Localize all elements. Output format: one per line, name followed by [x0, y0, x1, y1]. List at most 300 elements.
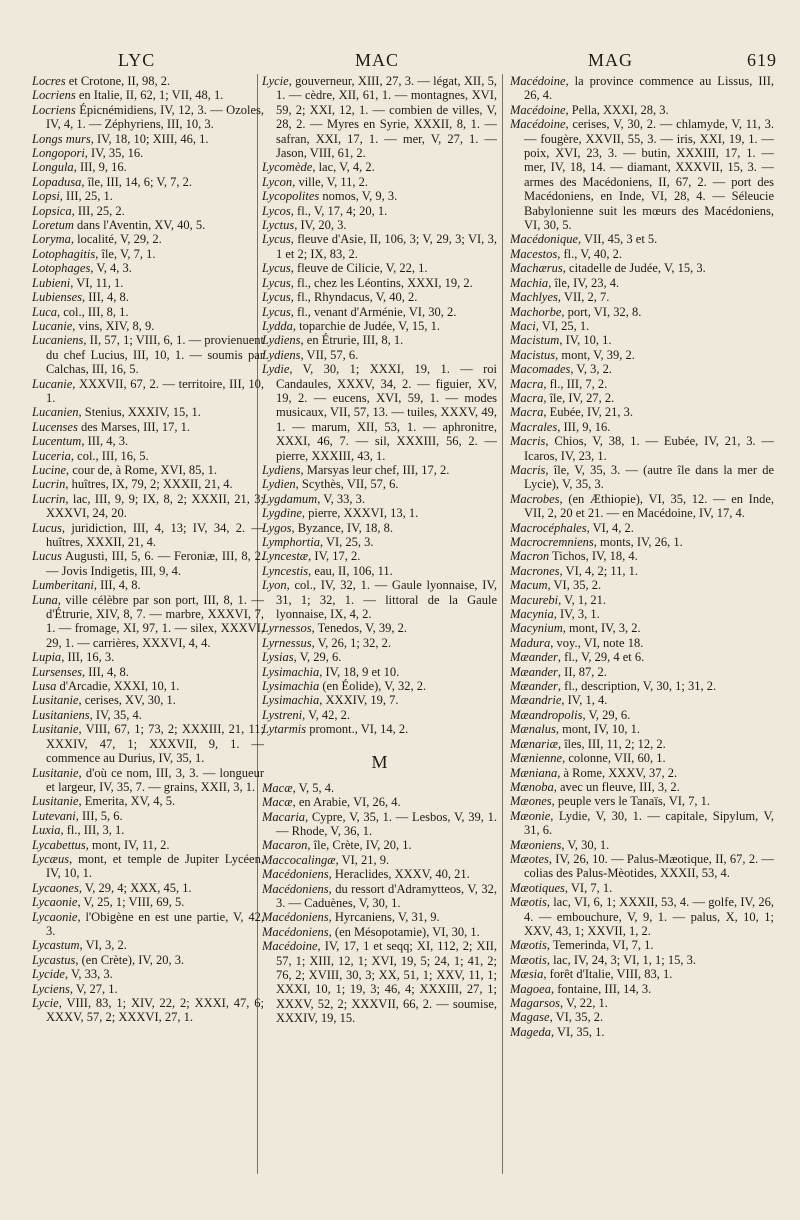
entry-references: , VII, 2, 7.: [557, 290, 610, 305]
index-entry: [510, 838, 774, 852]
entry-references: , avec un fleuve, III, 3, 2.: [553, 779, 680, 794]
entry-references: , III, 4, 8.: [82, 664, 129, 679]
index-entry: [262, 305, 497, 319]
header-center-guide: MAC: [355, 50, 400, 70]
entry-headword: Mænoba: [510, 779, 554, 794]
entry-headword: Macestos: [510, 246, 558, 261]
index-entry: [262, 549, 497, 563]
entry-headword: Macurebi: [510, 592, 559, 607]
index-entry: [32, 434, 264, 448]
entry-references: , fl., description, V, 30, 1; 31, 2.: [557, 679, 717, 694]
entry-references: , ville célèbre par son port, III, 8, 1. — d'Étrurie, XIV, 8, 7. — marbre, XXXVI, 7, 1. — fromage, XI, 97, 1. — silex, XXXVI, 29, 1. — carrières, XXXVI, 4, 4.: [46, 592, 264, 650]
entry-headword: Mageda: [510, 1024, 551, 1039]
index-entry: [32, 953, 264, 967]
entry-references: , (en Mésopotamie), VI, 30, 1.: [328, 924, 480, 939]
entry-references: , VI, 35, 1.: [550, 1024, 605, 1039]
entry-references: , lac, V, 4, 2.: [312, 160, 375, 175]
entry-references: , col., III, 16, 5.: [70, 448, 149, 463]
entry-headword: Machorbe: [510, 304, 562, 319]
entry-references: , mont, et temple de Jupiter Lycéen, IV, 10, 1.: [46, 851, 264, 881]
index-entry: [32, 679, 264, 693]
entry-headword: Lydiens: [262, 462, 301, 477]
entry-references: , voy., VI, note 18.: [550, 635, 644, 650]
entry-headword: Magoea: [510, 981, 551, 996]
entry-references: , la province commence au Lissus, III, 26, 4.: [524, 74, 774, 103]
entry-headword: Macaron: [262, 838, 308, 853]
entry-headword: Lucus: [32, 549, 62, 564]
index-entry: [262, 939, 497, 1025]
entry-references: , V, 25, 1; VIII, 69, 5.: [77, 895, 185, 910]
entry-references: des Marses, III, 17, 1.: [77, 419, 190, 434]
entry-headword: Loryma: [32, 232, 71, 247]
index-entry: [510, 938, 774, 952]
entry-references: , VI, 4, 2.: [586, 520, 634, 535]
entry-headword: Longs murs: [32, 131, 91, 146]
entry-headword: Lyncestis: [262, 563, 309, 578]
entry-headword: Magase: [510, 1010, 550, 1025]
index-entry: [510, 621, 774, 635]
entry-headword: Macris: [510, 462, 546, 477]
index-entry: [32, 650, 264, 664]
index-entry: [262, 218, 497, 232]
entry-headword: Mæones: [510, 794, 552, 809]
entry-headword: Luna: [32, 592, 58, 607]
entry-headword: Lygos: [262, 520, 292, 535]
entry-headword: Lucus: [32, 520, 62, 535]
entry-headword: Mæniana: [510, 765, 558, 780]
index-entry: [32, 276, 264, 290]
entry-headword: Lucenses: [32, 419, 78, 434]
index-entry: [510, 650, 774, 664]
entry-headword: Macédoine: [510, 102, 566, 117]
entry-headword: Macrones: [510, 563, 560, 578]
entry-references: , XXXIV, 19, 7.: [319, 693, 399, 708]
index-entry: [262, 910, 497, 924]
index-entry: [32, 160, 264, 174]
entry-headword: Lycide: [32, 967, 65, 982]
entry-references: , pierre, XXXVI, 13, 1.: [301, 506, 419, 521]
index-entry: [32, 146, 264, 160]
entry-references: , V, 1, 21.: [558, 592, 606, 607]
index-entry: [32, 132, 264, 146]
entry-references: , III, 25, 2.: [71, 203, 125, 218]
entry-headword: Machlyes: [510, 290, 558, 305]
entry-references: , V, 5, 4.: [292, 780, 335, 795]
entry-references: , monts, IV, 26, 1.: [593, 535, 683, 549]
entry-references: , Stenius, XXXIV, 15, 1.: [78, 405, 201, 420]
index-entry: [510, 492, 774, 521]
entry-references: , (en Crète), IV, 20, 3.: [75, 952, 185, 967]
entry-headword: Macédoniens: [262, 867, 329, 882]
index-entry: [262, 232, 497, 261]
entry-list: [32, 74, 264, 1025]
index-entry: [32, 247, 264, 261]
entry-references: , à Rome, XXXV, 37, 2.: [557, 765, 678, 780]
entry-references: , lac, III, 9, 9; IX, 8, 2; XXXII, 21, 3; XXXVI, 24, 20.: [46, 491, 264, 521]
section-letter-heading: M: [371, 751, 388, 772]
index-entry: [262, 882, 497, 911]
index-entry: [510, 362, 774, 376]
entry-headword: Macomades: [510, 362, 571, 377]
entry-headword: Lucanien: [32, 405, 79, 420]
entry-headword: Lycopolites: [262, 189, 320, 204]
entry-headword: Lusa: [32, 679, 57, 694]
entry-references: , d'où ce nom, III, 3, 3. — longueur et largeur, IV, 35, 7. — grains, XXII, 3, 1.: [46, 765, 264, 794]
index-entry: [262, 636, 497, 650]
entry-headword: Mæandropolis: [510, 707, 583, 722]
entry-headword: Lycus: [262, 261, 291, 276]
entry-headword: Macédoine: [510, 74, 566, 88]
entry-headword: Locriens: [32, 88, 76, 103]
entry-references: , VI, 35, 2.: [547, 578, 602, 593]
index-entry: [262, 477, 497, 491]
index-entry: [262, 810, 497, 839]
index-entry: [32, 708, 264, 722]
entry-references: , Hyrcaniens, V, 31, 9.: [328, 910, 440, 925]
entry-references: , peuple vers le Tanaïs, VI, 7, 1.: [551, 794, 711, 809]
index-entry: [262, 665, 497, 679]
index-entry: [262, 290, 497, 304]
entry-headword: Lucrin: [32, 491, 66, 506]
entry-headword: Lydien: [262, 477, 296, 492]
entry-references: , île, V, 35, 3. — (autre île dans la mer de Lycie), V, 35, 3.: [524, 462, 774, 492]
entry-headword: Lubienses: [32, 290, 82, 305]
entry-references: d'Arcadie, XXXI, 10, 1.: [56, 679, 180, 694]
index-entry: [32, 809, 264, 823]
index-entry: [262, 160, 497, 174]
entry-headword: Longopori: [32, 146, 85, 161]
entry-references: en Italie, II, 62, 1; VII, 48, 1.: [75, 88, 224, 103]
entry-references: , ville, V, 11, 2.: [292, 174, 369, 189]
index-entry: [510, 377, 774, 391]
entry-references: , cerises, XV, 30, 1.: [78, 693, 176, 708]
index-entry: [32, 261, 264, 275]
entry-references: , fleuve d'Asie, II, 106, 3; V, 29, 3; VI, 3, 1 et 2; IX, 83, 2.: [276, 232, 497, 261]
entry-headword: Macédoine: [262, 939, 318, 954]
entry-references: , col., III, 8, 1.: [57, 304, 129, 319]
entry-references: , VIII, 83, 1; XIV, 22, 2; XXXI, 47, 6; XXXV, 57, 2; XXXVI, 27, 1.: [46, 996, 264, 1025]
entry-headword: Macistus: [510, 347, 556, 362]
entry-references: , V, 27, 1.: [69, 981, 118, 996]
index-entry: [32, 492, 264, 521]
entry-references: , V, 29, 6.: [293, 650, 342, 665]
index-entry: [32, 852, 264, 881]
index-entry: [32, 377, 264, 406]
entry-references: , forêt d'Italie, VIII, 83, 1.: [543, 967, 673, 982]
index-entry: [510, 578, 774, 592]
index-entry: [32, 405, 264, 419]
entry-headword: Lydda: [262, 318, 293, 333]
index-entry: [32, 420, 264, 434]
index-entry: [32, 449, 264, 463]
entry-references: , VIII, 67, 1; 73, 2; XXXIII, 21, 11; XXXIV, 47, 1; XXXVII, 9, 1. — commence au Durius, IV, 35, 1.: [46, 722, 264, 766]
entry-references: , Heraclides, XXXV, 40, 21.: [328, 867, 470, 882]
entry-references: , XXXVII, 67, 2. — territoire, III, 10, 1.: [46, 376, 264, 405]
entry-references: , Emerita, XV, 4, 5.: [78, 794, 176, 809]
column-divider: [502, 74, 503, 1174]
entry-headword: Lystreni: [262, 707, 303, 722]
entry-references: , III, 9, 16.: [73, 160, 127, 175]
entry-references: , huîtres, IX, 79, 2; XXXII, 21, 4.: [65, 477, 233, 492]
entry-references: , Scythès, VII, 57, 6.: [295, 477, 399, 492]
entry-references: , fl., Rhyndacus, V, 40, 2.: [290, 290, 418, 305]
entry-headword: Lyrnessos: [262, 621, 312, 636]
entry-headword: Macris: [510, 434, 546, 449]
entry-references: , III, 25, 1.: [59, 189, 113, 204]
index-entry: [262, 722, 497, 736]
entry-headword: Madura: [510, 635, 551, 650]
entry-headword: Lucentum: [32, 434, 82, 449]
entry-headword: Lutevani: [32, 808, 76, 823]
index-entry: [262, 650, 497, 664]
index-entry: [510, 665, 774, 679]
index-entry: [510, 693, 774, 707]
entry-references: (en Éolide), V, 32, 2.: [319, 679, 427, 694]
entry-headword: Luca: [32, 304, 57, 319]
entry-headword: Luceria: [32, 448, 71, 463]
entry-headword: Lycaones: [32, 880, 79, 895]
entry-references: , l'Obigène en est une partie, V, 42, 3.: [46, 909, 264, 938]
entry-headword: Lumberitani: [32, 578, 94, 593]
entry-headword: Macra: [510, 405, 544, 420]
entry-headword: Macaria: [262, 809, 306, 824]
entry-references: , III, 16, 3.: [61, 650, 115, 665]
index-entry: [262, 333, 497, 347]
index-column-1: [32, 74, 264, 1214]
entry-references: , IV, 17, 2.: [308, 549, 361, 564]
entry-references: , V, 26, 1; 32, 2.: [311, 635, 392, 650]
running-header: [0, 50, 800, 74]
entry-references: , cerises, V, 30, 2. — chlamyde, V, 11, 3. — fougère, XXVII, 55, 3. — iris, XXI, 19, 1. — poix, XVI, 23, 3. — butin, XXXIII, 17, 1. — mer, IV, 18, 14. — diamant, XXXVII, 15, 3. — armes des Macédoniens, II, 67, 2. — port des Macédoniens, en Inde, VI, 28, 4. — Séleucie Babylonienne suit les mœurs des Macédoniens, VI, 30, 5.: [524, 117, 774, 233]
entry-headword: Lycie: [32, 996, 59, 1010]
index-entry: [510, 463, 774, 492]
index-entry: [262, 838, 497, 852]
entry-references: , citadelle de Judée, V, 15, 3.: [562, 261, 706, 276]
index-entry: [510, 564, 774, 578]
entry-references: , IV, 26, 10. — Palus-Mæotique, II, 67, 2. — colias des Palus-Mèotides, XXXII, 53, 4.: [524, 851, 774, 881]
entry-headword: Macron: [510, 549, 550, 564]
entry-headword: Maci: [510, 318, 536, 333]
index-entry: [32, 319, 264, 333]
index-entry: [510, 636, 774, 650]
entry-headword: Lydiens: [262, 333, 301, 348]
index-entry: [510, 247, 774, 261]
entry-headword: Mæotis: [510, 952, 547, 967]
entry-headword: Lotophages: [32, 261, 91, 276]
index-entry: [510, 679, 774, 693]
entry-headword: Mæoniens: [510, 837, 562, 852]
entry-references: , V, 3, 2.: [570, 362, 612, 377]
entry-headword: Lysimachia: [262, 693, 320, 708]
entry-headword: Macra: [510, 390, 544, 405]
entry-references: , Temerinda, VI, 7, 1.: [546, 938, 654, 953]
entry-headword: Lyncestæ: [262, 549, 309, 564]
entry-headword: Macrales: [510, 419, 558, 434]
index-entry: [32, 766, 264, 795]
entry-headword: Longula: [32, 160, 74, 175]
entry-headword: Luxia: [32, 823, 61, 838]
entry-references: , II, 87, 2.: [557, 664, 607, 679]
index-entry: [510, 722, 774, 736]
entry-headword: Lyon: [262, 578, 287, 593]
entry-references: , du ressort d'Adramytteos, V, 32, 3. — Caduènes, V, 30, 1.: [276, 881, 497, 910]
index-entry: [510, 1010, 774, 1024]
entry-references: , Lydie, V, 30, 1. — capitale, Sipylum, V, 31, 6.: [524, 808, 774, 838]
entry-references: , juridiction, III, 4, 13; IV, 34, 2. — huîtres, XXXII, 21, 4.: [46, 520, 264, 549]
index-entry: [510, 996, 774, 1010]
entry-references: , fleuve de Cilicie, V, 22, 1.: [290, 261, 428, 276]
entry-headword: Macum: [510, 578, 548, 593]
index-entry: [32, 967, 264, 981]
entry-headword: Lusitaniens: [32, 707, 90, 722]
index-entry: [262, 867, 497, 881]
entry-headword: Locriens: [32, 102, 76, 117]
index-entry: [510, 766, 774, 780]
entry-headword: Lopadusa: [32, 174, 82, 189]
index-entry: [32, 982, 264, 996]
entry-headword: Mænienne: [510, 751, 563, 766]
entry-headword: Macistum: [510, 333, 560, 348]
entry-references: , en Arabie, VI, 26, 4.: [292, 795, 401, 810]
entry-references: , III, 4, 3.: [81, 434, 129, 449]
entry-references: , col., IV, 32, 1. — Gaule lyonnaise, IV, 31, 1; 32, 1. — littoral de la Gaule lyonnaise, IX, 4, 2.: [276, 578, 497, 622]
entry-headword: Lusitanie: [32, 693, 79, 708]
entry-references: nomos, V, 9, 3.: [319, 189, 398, 204]
entry-references: Tichos, IV, 18, 4.: [549, 549, 638, 564]
index-column-2: [262, 74, 497, 1214]
entry-list: [510, 74, 774, 1039]
entry-headword: Lucanie: [32, 318, 73, 333]
entry-references: , VI, 25, 3.: [319, 535, 374, 549]
index-entry: [32, 823, 264, 837]
entry-headword: Lycomède: [262, 160, 313, 175]
index-entry: [510, 809, 774, 838]
entry-references: , III, 4, 8.: [82, 290, 129, 305]
entry-references: , VI, 11, 1.: [70, 275, 124, 290]
index-entry: [262, 276, 497, 290]
entry-references: , V, 4, 3.: [90, 261, 132, 276]
entry-references: , VI, 35, 2.: [549, 1010, 604, 1025]
entry-headword: Lucaniens: [32, 333, 84, 348]
entry-references: , mont, IV, 11, 2.: [85, 837, 170, 852]
header-left-guide: LYC: [118, 50, 156, 70]
index-entry: [510, 982, 774, 996]
index-entry: [510, 434, 774, 463]
entry-references: promont., VI, 14, 2.: [306, 722, 409, 737]
page-number: 619: [747, 50, 777, 70]
entry-headword: Macédoniens: [262, 881, 329, 896]
entry-headword: Lydiens: [262, 347, 301, 362]
entry-headword: Lucanie: [32, 376, 73, 391]
entry-references: , île, III, 14, 6; V, 7, 2.: [81, 174, 192, 189]
entry-headword: Lycæus: [32, 851, 70, 866]
entry-headword: Lycon: [262, 174, 293, 189]
index-entry: [32, 218, 264, 232]
index-entry: [510, 391, 774, 405]
index-entry: [262, 578, 497, 621]
index-entry: [510, 881, 774, 895]
entry-headword: Macæ: [262, 795, 293, 810]
index-entry: [510, 967, 774, 981]
index-entry: [510, 780, 774, 794]
entry-headword: Lursenses: [32, 664, 83, 679]
index-entry: [32, 794, 264, 808]
index-entry: [32, 290, 264, 304]
entry-references: , îles, III, 11, 2; 12, 2.: [557, 736, 666, 751]
entry-headword: Macrobes: [510, 491, 560, 506]
index-entry: [262, 319, 497, 333]
entry-headword: Mæander: [510, 650, 558, 665]
index-entry: [32, 333, 264, 376]
entry-headword: Lotophagitis: [32, 246, 96, 261]
entry-list: [262, 781, 497, 1026]
entry-headword: Lyrnessus: [262, 635, 312, 650]
index-entry: [510, 751, 774, 765]
index-entry: [32, 996, 264, 1025]
entry-references: , île, Crète, IV, 20, 1.: [307, 838, 412, 853]
entry-references: , VI, 21, 9.: [335, 852, 390, 867]
entry-references: , V, 33, 3.: [64, 967, 113, 982]
entry-references: , mont, IV, 10, 1.: [555, 722, 640, 737]
entry-headword: Lusitanie: [32, 765, 79, 780]
index-entry: [262, 261, 497, 275]
index-entry: [510, 1025, 774, 1039]
index-entry: [32, 722, 264, 765]
entry-references: , V, 42, 2.: [302, 707, 350, 722]
index-entry: [262, 74, 497, 160]
entry-references: , V, 30, 1; XXXI, 19, 1. — roi Candaules, XXXV, 34, 2. — figuier, XV, 19, 2. — eucens, XVI, 59, 1. — modes musicaux, VII, 57, 13. — tuiles, XXXV, 49, 1. — marum, XII, 53, 1. — aphronitre, XXXI, 46, 7. — sil, XXXIII, 56, 2. — pierre, XXXIII, 43, 1.: [276, 362, 497, 463]
entry-headword: Lycus: [262, 232, 291, 247]
index-entry: [32, 838, 264, 852]
entry-references: et Crotone, II, 98, 2.: [65, 74, 171, 88]
entry-references: , lac, VI, 6, 1; XXXII, 53, 4. — golfe, IV, 26, 4. — embouchure, V, 9, 1. — palus, X, 10, 1; XXV, 43, 1; XXVII, 1, 2.: [524, 895, 774, 938]
entry-headword: Lytarmis: [262, 722, 307, 737]
entry-references: , gouverneur, XIII, 27, 3. — légat, XII, 5, 1. — cèdre, XII, 61, 1. — montagnes, XVI, 59, 2; XXI, 12, 1. — combien de villes, V, 28, 2. — Myres en Syrie, XXXII, 8, 1. — safran, XXI, 17, 1. — mer, V, 27, 1. — Jason, VIII, 61, 2.: [276, 74, 497, 161]
index-entry: [32, 665, 264, 679]
entry-references: , II, 57, 1; VIII, 6, 1. — provienuent du chef Lucius, III, 10, 1. — soumis par Calchas, III, 16, 5.: [46, 333, 264, 377]
index-entry: [510, 794, 774, 808]
entry-headword: Macrocéphales: [510, 520, 587, 535]
header-right-guide: MAG: [588, 50, 634, 70]
index-entry: [510, 607, 774, 621]
entry-headword: Lycus: [262, 290, 291, 305]
index-entry: [262, 679, 497, 693]
entry-references: dans l'Aventin, XV, 40, 5.: [73, 218, 206, 233]
entry-references: , V, 29, 4; XXX, 45, 1.: [78, 880, 192, 895]
index-entry: [510, 521, 774, 535]
entry-references: , port, VI, 32, 8.: [561, 304, 642, 319]
entry-references: , fl., chez les Léontins, XXXI, 19, 2.: [290, 275, 473, 290]
entry-headword: Macra: [510, 376, 544, 391]
index-entry: [262, 189, 497, 203]
entry-headword: Mæotiques: [510, 880, 565, 895]
index-entry: [32, 463, 264, 477]
entry-references: , Byzance, IV, 18, 8.: [291, 520, 393, 535]
entry-references: , III, 5, 6.: [75, 808, 123, 823]
entry-headword: Mæotes: [510, 851, 549, 866]
entry-references: , III, 9, 16.: [557, 419, 611, 434]
entry-references: , VI, 3, 2.: [79, 938, 127, 953]
entry-headword: Lycos: [262, 203, 291, 218]
index-entry: [262, 204, 497, 218]
entry-headword: Lopsica: [32, 203, 72, 218]
index-entry: [32, 88, 264, 102]
index-entry: [32, 477, 264, 491]
entry-references: , lac, IV, 24, 3; VI, 1, 1; 15, 3.: [546, 952, 696, 967]
entry-references: , Eubée, IV, 21, 3.: [543, 405, 634, 420]
index-entry: [32, 938, 264, 952]
index-entry: [262, 708, 497, 722]
